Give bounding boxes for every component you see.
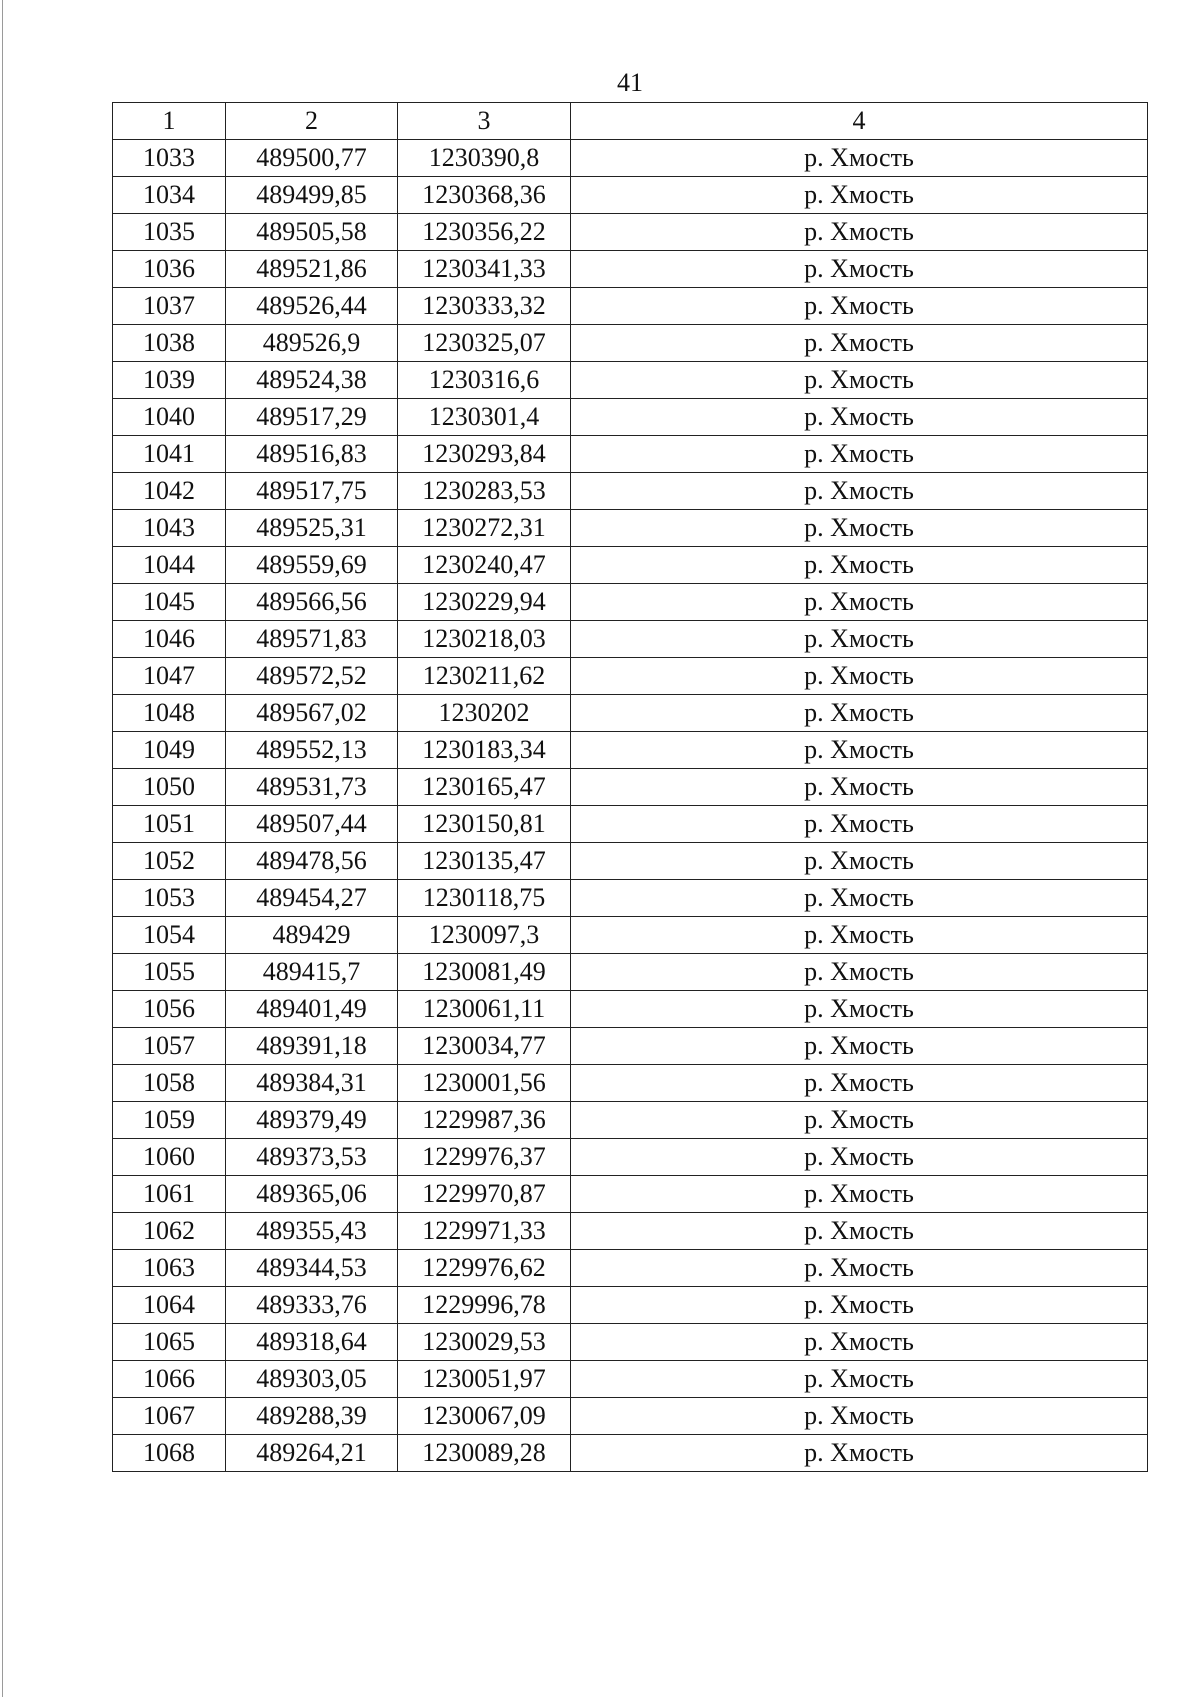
y-coordinate-cell: 1230067,09 <box>398 1398 571 1435</box>
x-coordinate-cell: 489521,86 <box>226 251 398 288</box>
object-name-cell: р. Хмость <box>571 1176 1148 1213</box>
table-row <box>113 658 1148 695</box>
table-row <box>113 1102 1148 1139</box>
y-coordinate-cell: 1229970,87 <box>398 1176 571 1213</box>
object-name-cell: р. Хмость <box>571 1213 1148 1250</box>
object-name-cell: р. Хмость <box>571 325 1148 362</box>
y-coordinate-cell: 1229996,78 <box>398 1287 571 1324</box>
object-name-cell: р. Хмость <box>571 954 1148 991</box>
table-row <box>113 288 1148 325</box>
y-coordinate-cell: 1230293,84 <box>398 436 571 473</box>
point-number-cell: 1033 <box>113 140 226 177</box>
point-number-cell: 1049 <box>113 732 226 769</box>
object-name-cell: р. Хмость <box>571 473 1148 510</box>
table-row <box>113 732 1148 769</box>
point-number-cell: 1056 <box>113 991 226 1028</box>
object-name-cell: р. Хмость <box>571 1287 1148 1324</box>
table-row <box>113 1028 1148 1065</box>
y-coordinate-cell: 1230051,97 <box>398 1361 571 1398</box>
y-coordinate-cell: 1230325,07 <box>398 325 571 362</box>
point-number-cell: 1045 <box>113 584 226 621</box>
x-coordinate-cell: 489505,58 <box>226 214 398 251</box>
x-coordinate-cell: 489303,05 <box>226 1361 398 1398</box>
y-coordinate-cell: 1230356,22 <box>398 214 571 251</box>
table-row <box>113 621 1148 658</box>
object-name-cell: р. Хмость <box>571 510 1148 547</box>
object-name-cell: р. Хмость <box>571 843 1148 880</box>
object-name-cell: р. Хмость <box>571 214 1148 251</box>
y-coordinate-cell: 1229976,62 <box>398 1250 571 1287</box>
table-row <box>113 1398 1148 1435</box>
point-number-cell: 1038 <box>113 325 226 362</box>
column-header: 2 <box>226 103 398 140</box>
table-row <box>113 806 1148 843</box>
point-number-cell: 1053 <box>113 880 226 917</box>
x-coordinate-cell: 489288,39 <box>226 1398 398 1435</box>
object-name-cell: р. Хмость <box>571 177 1148 214</box>
object-name-cell: р. Хмость <box>571 1102 1148 1139</box>
x-coordinate-cell: 489333,76 <box>226 1287 398 1324</box>
x-coordinate-cell: 489507,44 <box>226 806 398 843</box>
object-name-cell: р. Хмость <box>571 1398 1148 1435</box>
object-name-cell: р. Хмость <box>571 251 1148 288</box>
point-number-cell: 1039 <box>113 362 226 399</box>
object-name-cell: р. Хмость <box>571 547 1148 584</box>
x-coordinate-cell: 489559,69 <box>226 547 398 584</box>
x-coordinate-cell: 489429 <box>226 917 398 954</box>
object-name-cell: р. Хмость <box>571 621 1148 658</box>
table-row <box>113 473 1148 510</box>
point-number-cell: 1043 <box>113 510 226 547</box>
x-coordinate-cell: 489567,02 <box>226 695 398 732</box>
x-coordinate-cell: 489525,31 <box>226 510 398 547</box>
table-row <box>113 843 1148 880</box>
table-header-row <box>113 103 1148 140</box>
object-name-cell: р. Хмость <box>571 436 1148 473</box>
table-row <box>113 214 1148 251</box>
x-coordinate-cell: 489379,49 <box>226 1102 398 1139</box>
table-row <box>113 917 1148 954</box>
y-coordinate-cell: 1230034,77 <box>398 1028 571 1065</box>
y-coordinate-cell: 1230061,11 <box>398 991 571 1028</box>
point-number-cell: 1065 <box>113 1324 226 1361</box>
object-name-cell: р. Хмость <box>571 1028 1148 1065</box>
y-coordinate-cell: 1230029,53 <box>398 1324 571 1361</box>
y-coordinate-cell: 1230341,33 <box>398 251 571 288</box>
object-name-cell: р. Хмость <box>571 1361 1148 1398</box>
point-number-cell: 1048 <box>113 695 226 732</box>
y-coordinate-cell: 1230283,53 <box>398 473 571 510</box>
x-coordinate-cell: 489526,9 <box>226 325 398 362</box>
point-number-cell: 1051 <box>113 806 226 843</box>
x-coordinate-cell: 489500,77 <box>226 140 398 177</box>
object-name-cell: р. Хмость <box>571 1435 1148 1472</box>
y-coordinate-cell: 1230081,49 <box>398 954 571 991</box>
object-name-cell: р. Хмость <box>571 1250 1148 1287</box>
y-coordinate-cell: 1229987,36 <box>398 1102 571 1139</box>
y-coordinate-cell: 1230316,6 <box>398 362 571 399</box>
x-coordinate-cell: 489552,13 <box>226 732 398 769</box>
x-coordinate-cell: 489344,53 <box>226 1250 398 1287</box>
object-name-cell: р. Хмость <box>571 140 1148 177</box>
column-header: 1 <box>113 103 226 140</box>
point-number-cell: 1035 <box>113 214 226 251</box>
table-row <box>113 769 1148 806</box>
object-name-cell: р. Хмость <box>571 1139 1148 1176</box>
table-row <box>113 325 1148 362</box>
point-number-cell: 1040 <box>113 399 226 436</box>
x-coordinate-cell: 489373,53 <box>226 1139 398 1176</box>
y-coordinate-cell: 1230183,34 <box>398 732 571 769</box>
y-coordinate-cell: 1230301,4 <box>398 399 571 436</box>
point-number-cell: 1037 <box>113 288 226 325</box>
object-name-cell: р. Хмость <box>571 806 1148 843</box>
object-name-cell: р. Хмость <box>571 695 1148 732</box>
column-header: 4 <box>571 103 1148 140</box>
column-header: 3 <box>398 103 571 140</box>
x-coordinate-cell: 489526,44 <box>226 288 398 325</box>
object-name-cell: р. Хмость <box>571 769 1148 806</box>
x-coordinate-cell: 489384,31 <box>226 1065 398 1102</box>
table-row <box>113 954 1148 991</box>
x-coordinate-cell: 489572,52 <box>226 658 398 695</box>
table-row <box>113 510 1148 547</box>
y-coordinate-cell: 1230272,31 <box>398 510 571 547</box>
x-coordinate-cell: 489355,43 <box>226 1213 398 1250</box>
point-number-cell: 1061 <box>113 1176 226 1213</box>
point-number-cell: 1046 <box>113 621 226 658</box>
x-coordinate-cell: 489365,06 <box>226 1176 398 1213</box>
x-coordinate-cell: 489516,83 <box>226 436 398 473</box>
table-row <box>113 584 1148 621</box>
x-coordinate-cell: 489517,29 <box>226 399 398 436</box>
point-number-cell: 1042 <box>113 473 226 510</box>
point-number-cell: 1058 <box>113 1065 226 1102</box>
point-number-cell: 1064 <box>113 1287 226 1324</box>
y-coordinate-cell: 1230229,94 <box>398 584 571 621</box>
table-row <box>113 1176 1148 1213</box>
table-row <box>113 991 1148 1028</box>
y-coordinate-cell: 1230211,62 <box>398 658 571 695</box>
y-coordinate-cell: 1230202 <box>398 695 571 732</box>
x-coordinate-cell: 489318,64 <box>226 1324 398 1361</box>
y-coordinate-cell: 1230368,36 <box>398 177 571 214</box>
point-number-cell: 1052 <box>113 843 226 880</box>
y-coordinate-cell: 1230165,47 <box>398 769 571 806</box>
coordinates-table <box>112 102 1148 1472</box>
table-row <box>113 695 1148 732</box>
object-name-cell: р. Хмость <box>571 732 1148 769</box>
y-coordinate-cell: 1230135,47 <box>398 843 571 880</box>
page-edge-line <box>2 0 3 1697</box>
table-row <box>113 399 1148 436</box>
point-number-cell: 1055 <box>113 954 226 991</box>
y-coordinate-cell: 1230089,28 <box>398 1435 571 1472</box>
point-number-cell: 1059 <box>113 1102 226 1139</box>
y-coordinate-cell: 1230390,8 <box>398 140 571 177</box>
point-number-cell: 1047 <box>113 658 226 695</box>
object-name-cell: р. Хмость <box>571 584 1148 621</box>
y-coordinate-cell: 1229976,37 <box>398 1139 571 1176</box>
point-number-cell: 1054 <box>113 917 226 954</box>
table-row <box>113 177 1148 214</box>
table-row <box>113 1250 1148 1287</box>
page-number: 41 <box>617 68 643 97</box>
x-coordinate-cell: 489517,75 <box>226 473 398 510</box>
point-number-cell: 1057 <box>113 1028 226 1065</box>
x-coordinate-cell: 489454,27 <box>226 880 398 917</box>
x-coordinate-cell: 489571,83 <box>226 621 398 658</box>
y-coordinate-cell: 1230001,56 <box>398 1065 571 1102</box>
object-name-cell: р. Хмость <box>571 362 1148 399</box>
x-coordinate-cell: 489499,85 <box>226 177 398 214</box>
point-number-cell: 1062 <box>113 1213 226 1250</box>
table-row <box>113 1435 1148 1472</box>
object-name-cell: р. Хмость <box>571 658 1148 695</box>
point-number-cell: 1050 <box>113 769 226 806</box>
y-coordinate-cell: 1230150,81 <box>398 806 571 843</box>
table-row <box>113 547 1148 584</box>
y-coordinate-cell: 1230218,03 <box>398 621 571 658</box>
x-coordinate-cell: 489401,49 <box>226 991 398 1028</box>
y-coordinate-cell: 1230333,32 <box>398 288 571 325</box>
x-coordinate-cell: 489415,7 <box>226 954 398 991</box>
table-row <box>113 1287 1148 1324</box>
table-row <box>113 880 1148 917</box>
point-number-cell: 1034 <box>113 177 226 214</box>
x-coordinate-cell: 489531,73 <box>226 769 398 806</box>
x-coordinate-cell: 489391,18 <box>226 1028 398 1065</box>
table-body <box>113 140 1148 1472</box>
table-row <box>113 1065 1148 1102</box>
object-name-cell: р. Хмость <box>571 917 1148 954</box>
object-name-cell: р. Хмость <box>571 288 1148 325</box>
table-row <box>113 436 1148 473</box>
table-row <box>113 1213 1148 1250</box>
table-row <box>113 251 1148 288</box>
point-number-cell: 1044 <box>113 547 226 584</box>
object-name-cell: р. Хмость <box>571 991 1148 1028</box>
x-coordinate-cell: 489478,56 <box>226 843 398 880</box>
y-coordinate-cell: 1229971,33 <box>398 1213 571 1250</box>
y-coordinate-cell: 1230240,47 <box>398 547 571 584</box>
object-name-cell: р. Хмость <box>571 880 1148 917</box>
y-coordinate-cell: 1230097,3 <box>398 917 571 954</box>
x-coordinate-cell: 489264,21 <box>226 1435 398 1472</box>
point-number-cell: 1067 <box>113 1398 226 1435</box>
table-row <box>113 1324 1148 1361</box>
object-name-cell: р. Хмость <box>571 1324 1148 1361</box>
y-coordinate-cell: 1230118,75 <box>398 880 571 917</box>
table-row <box>113 362 1148 399</box>
point-number-cell: 1041 <box>113 436 226 473</box>
table-row <box>113 1139 1148 1176</box>
point-number-cell: 1060 <box>113 1139 226 1176</box>
table-row <box>113 1361 1148 1398</box>
point-number-cell: 1066 <box>113 1361 226 1398</box>
table-row <box>113 140 1148 177</box>
x-coordinate-cell: 489566,56 <box>226 584 398 621</box>
x-coordinate-cell: 489524,38 <box>226 362 398 399</box>
point-number-cell: 1036 <box>113 251 226 288</box>
point-number-cell: 1063 <box>113 1250 226 1287</box>
object-name-cell: р. Хмость <box>571 399 1148 436</box>
object-name-cell: р. Хмость <box>571 1065 1148 1102</box>
point-number-cell: 1068 <box>113 1435 226 1472</box>
